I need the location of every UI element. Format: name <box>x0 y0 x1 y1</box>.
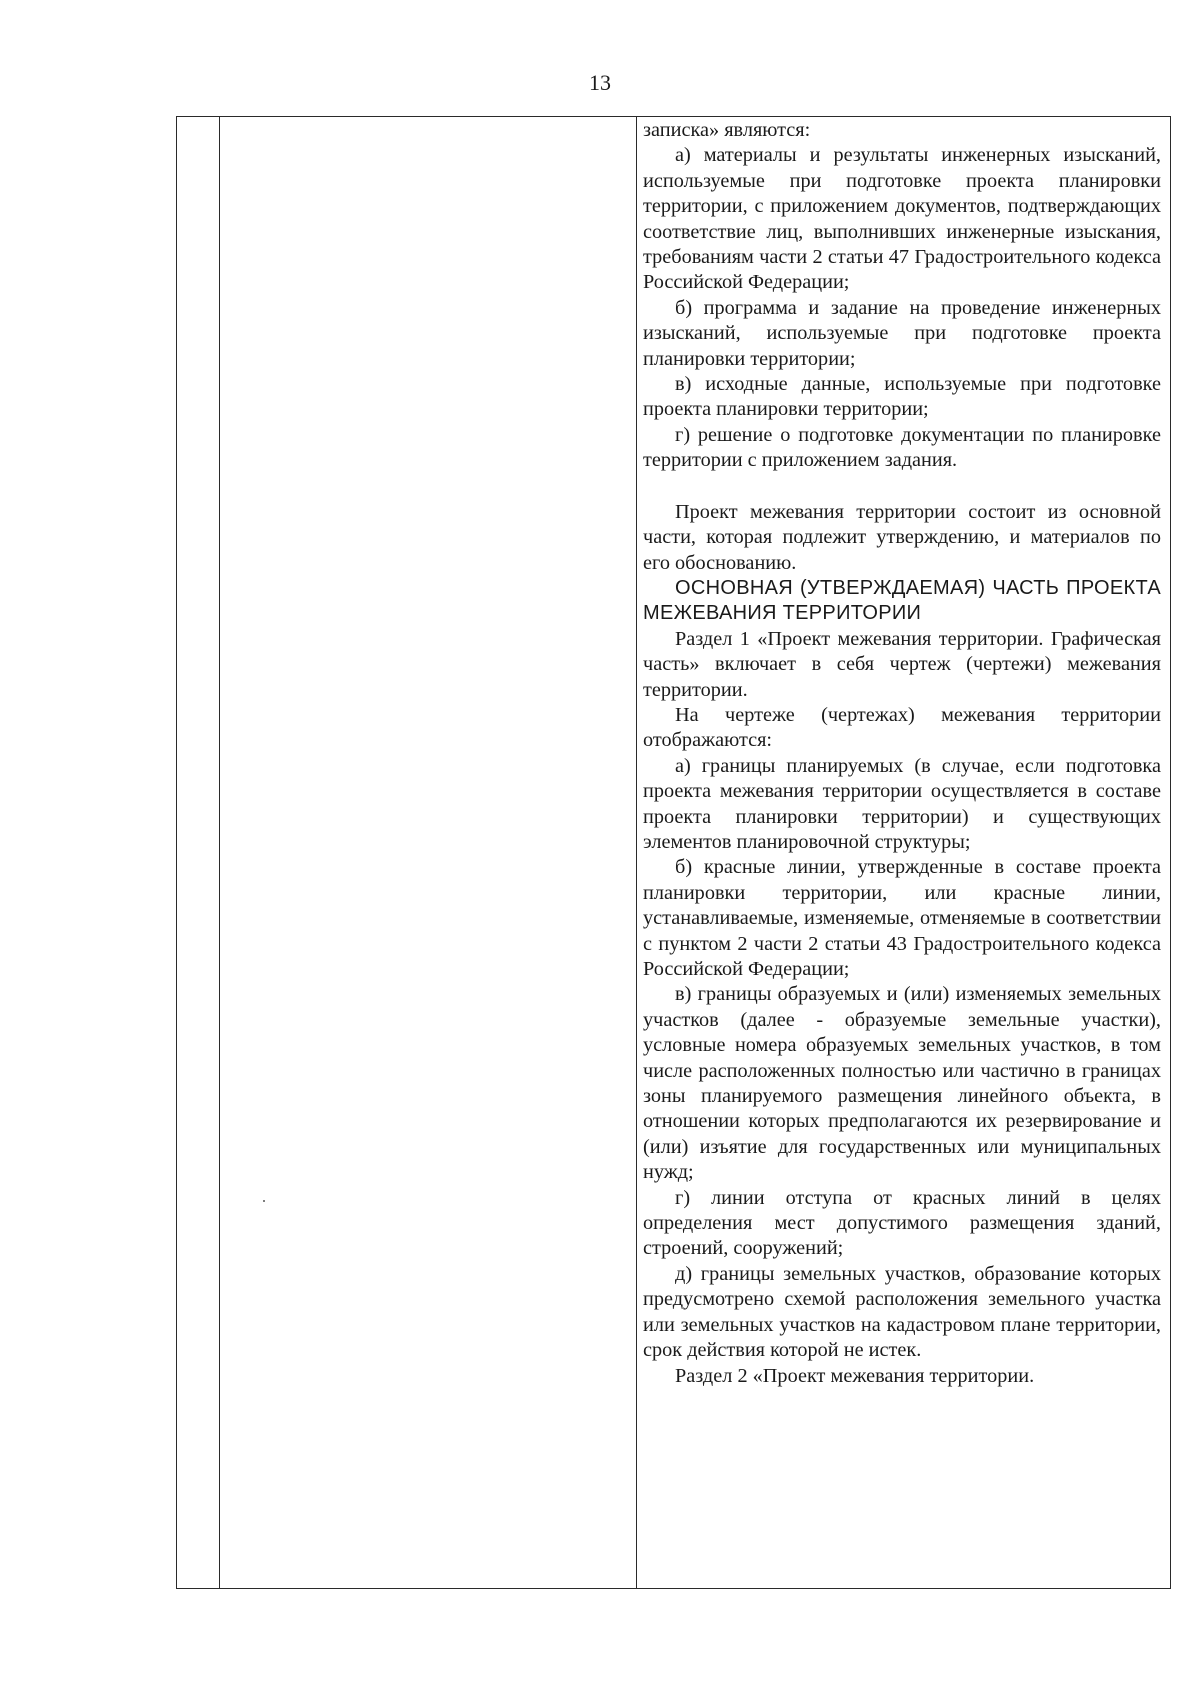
paragraph-gap <box>643 474 1161 500</box>
table-cell-text <box>643 118 1161 1389</box>
paragraph-continuation: записка» являются: <box>643 119 811 141</box>
document-table <box>176 116 1171 1589</box>
column-divider-1 <box>219 117 220 1588</box>
list-item-a: а) материалы и результаты инженерных изысканий, используемые при подготовке проекта планировки территории, с приложением документов, подтверждающих соответствие лиц, выполнивших инженерные изыскания, требованиям части 2 статьи 47 Градостроительного кодекса Российской Федерации; <box>643 144 1161 294</box>
paragraph-section-2: Раздел 2 «Проект межевания территории. <box>675 1364 1035 1387</box>
paragraph-project-composition: Проект межевания территории состоит из основной части, которая подлежит утверждению, и материалов по его обоснованию. <box>643 500 1161 574</box>
drawing-item-b: б) красные линии, утвержденные в составе проекта планировки территории, или красные линии, устанавливаемые, изменяемые, отменяемые в соответствии с пунктом 2 части 2 статьи 43 Градостроительного кодекса Российской Федерации; <box>643 856 1161 980</box>
paragraph-section-1: Раздел 1 «Проект межевания территории. Графическая часть» включает в себя чертеж (чертежи) межевания территории. <box>643 627 1161 701</box>
page-number: 13 <box>589 70 611 95</box>
drawing-item-g: г) линии отступа от красных линий в целях определения мест допустимого размещения зданий, строений, сооружений; <box>643 1186 1161 1260</box>
column-divider-2 <box>636 117 637 1588</box>
list-item-b: б) программа и задание на проведение инженерных изысканий, используемые при подготовке проекта планировки территории; <box>643 296 1161 370</box>
drawing-item-a: а) границы планируемых (в случае, если подготовка проекта межевания территории осуществляется в составе проекта планировки территории) и существующих элементов планировочной структуры; <box>643 754 1161 853</box>
section-heading: ОСНОВНАЯ (УТВЕРЖДАЕМАЯ) ЧАСТЬ ПРОЕКТА МЕЖЕВАНИЯ ТЕРРИТОРИИ <box>643 576 1161 625</box>
list-item-v: в) исходные данные, используемые при подготовке проекта планировки территории; <box>643 373 1161 421</box>
list-item-g: г) решение о подготовке документации по планировке территории с приложением задания. <box>643 423 1161 472</box>
scan-speck <box>263 1200 265 1202</box>
drawing-item-v: в) границы образуемых и (или) изменяемых земельных участков (далее - образуемые земельные участки), условные номера образуемых земельных участков, в том числе расположенных полностью или частично в границах зоны планируемого размещения линейного объекта, в отношении которых предполагаются их резервирование и (или) изъятие для государственных или муниципальных нужд; <box>643 983 1161 1184</box>
drawing-item-d: д) границы земельных участков, образование которых предусмотрено схемой расположения земельного участка или земельных участков на кадастровом плане территории, срок действия которой не истек. <box>643 1262 1161 1362</box>
paragraph-drawing-intro: На чертеже (чертежах) межевания территории отображаются: <box>643 703 1161 752</box>
